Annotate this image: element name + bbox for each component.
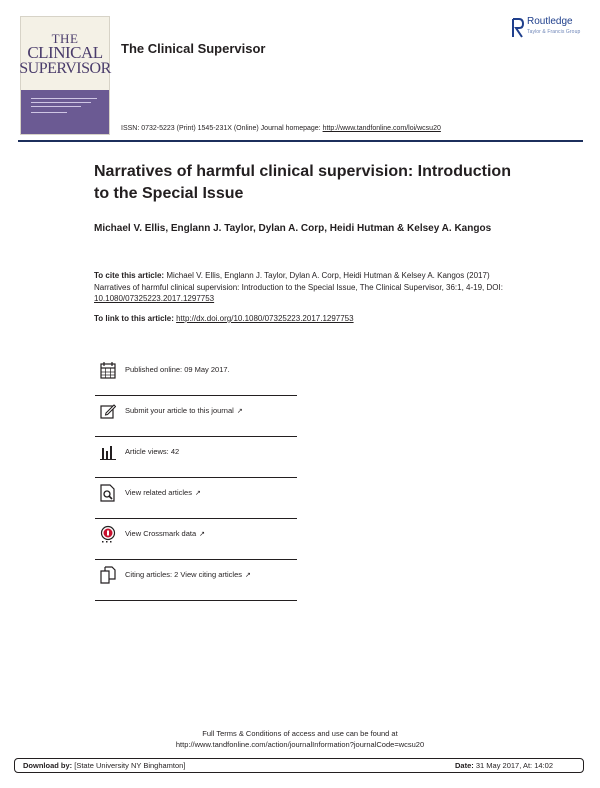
article-views-row — [95, 437, 297, 478]
doi-link[interactable]: 10.1080/07325223.2017.1297753 — [94, 294, 215, 304]
external-link-icon: ↗ — [236, 408, 243, 415]
cite-label: To cite this article: — [94, 271, 165, 280]
external-link-icon: ↗ — [245, 572, 251, 579]
crossmark-icon — [100, 525, 116, 543]
search-document-icon — [100, 484, 116, 502]
terms-text: Full Terms & Conditions of access and use can be found at — [202, 729, 398, 738]
citing-articles-link[interactable]: Citing articles: 2 View citing articles ↗ — [125, 570, 251, 579]
cite-text: Michael V. Ellis, Englann J. Taylor, Dylan A. Corp, Heidi Hutman & Kelsey A. Kangos (2017) Narratives of harmful clinical supervision: Introduction to the Special Issue, The Clinical Supervisor, 36:1, 4-19, DOI: — [94, 271, 503, 292]
copy-icon — [100, 566, 116, 584]
related-articles-row[interactable] — [95, 478, 297, 519]
header-divider — [18, 140, 583, 142]
link-label: To link to this article: — [94, 314, 174, 323]
bar-chart-icon — [100, 443, 116, 461]
downloaded-by: Download by: [State University NY Binghamton] — [23, 761, 186, 770]
published-online-row — [95, 355, 297, 396]
terms-url[interactable]: http://www.tandfonline.com/action/journalInformation?journalCode=wcsu20 — [175, 739, 425, 749]
edit-icon — [100, 402, 116, 420]
crossmark-link[interactable]: View Crossmark data ↗ — [125, 529, 206, 538]
article-views-text: Article views: 42 — [125, 447, 180, 456]
article-doi-url[interactable]: http://dx.doi.org/10.1080/07325223.2017.1297753 — [176, 314, 354, 323]
cover-band — [21, 90, 109, 134]
cover-title: THE CLINICAL SUPERVISOR — [19, 30, 111, 78]
article-link-line — [94, 314, 354, 323]
external-link-icon: ↗ — [194, 490, 201, 497]
terms-notice — [0, 729, 600, 751]
submit-article-row[interactable] — [95, 396, 297, 437]
download-date: Date: 31 May 2017, At: 14:02 — [455, 761, 553, 770]
issn-text: ISSN: 0732-5223 (Print) 1545-231X (Online) Journal homepage: — [121, 125, 321, 132]
calendar-icon — [100, 361, 116, 379]
related-articles-link[interactable]: View related articles ↗ — [125, 488, 201, 497]
routledge-r-icon — [512, 18, 524, 38]
submit-article-link[interactable]: Submit your article to this journal ↗ — [125, 406, 243, 415]
external-link-icon: ↗ — [199, 531, 206, 538]
issn-line — [121, 125, 441, 132]
article-title: Narratives of harmful clinical supervision: Introduction to the Special Issue — [94, 163, 511, 202]
citation-block — [94, 270, 514, 305]
publisher-tagline: Taylor & Francis Group — [527, 29, 581, 35]
publisher-name: Routledge — [527, 16, 573, 27]
publisher-logo[interactable] — [512, 16, 592, 42]
crossmark-row[interactable] — [95, 519, 297, 560]
article-authors: Michael V. Ellis, Englann J. Taylor, Dylan A. Corp, Heidi Hutman & Kelsey A. Kangos — [94, 223, 492, 234]
published-online-text: Published online: 09 May 2017. — [125, 365, 230, 374]
journal-cover-image — [20, 16, 110, 135]
journal-name[interactable]: The Clinical Supervisor — [121, 41, 266, 56]
journal-homepage-link[interactable]: http://www.tandfonline.com/loi/wcsu20 — [322, 125, 441, 132]
download-info-bar — [14, 758, 584, 773]
citing-articles-row[interactable] — [95, 560, 297, 601]
article-actions-list — [95, 355, 297, 601]
